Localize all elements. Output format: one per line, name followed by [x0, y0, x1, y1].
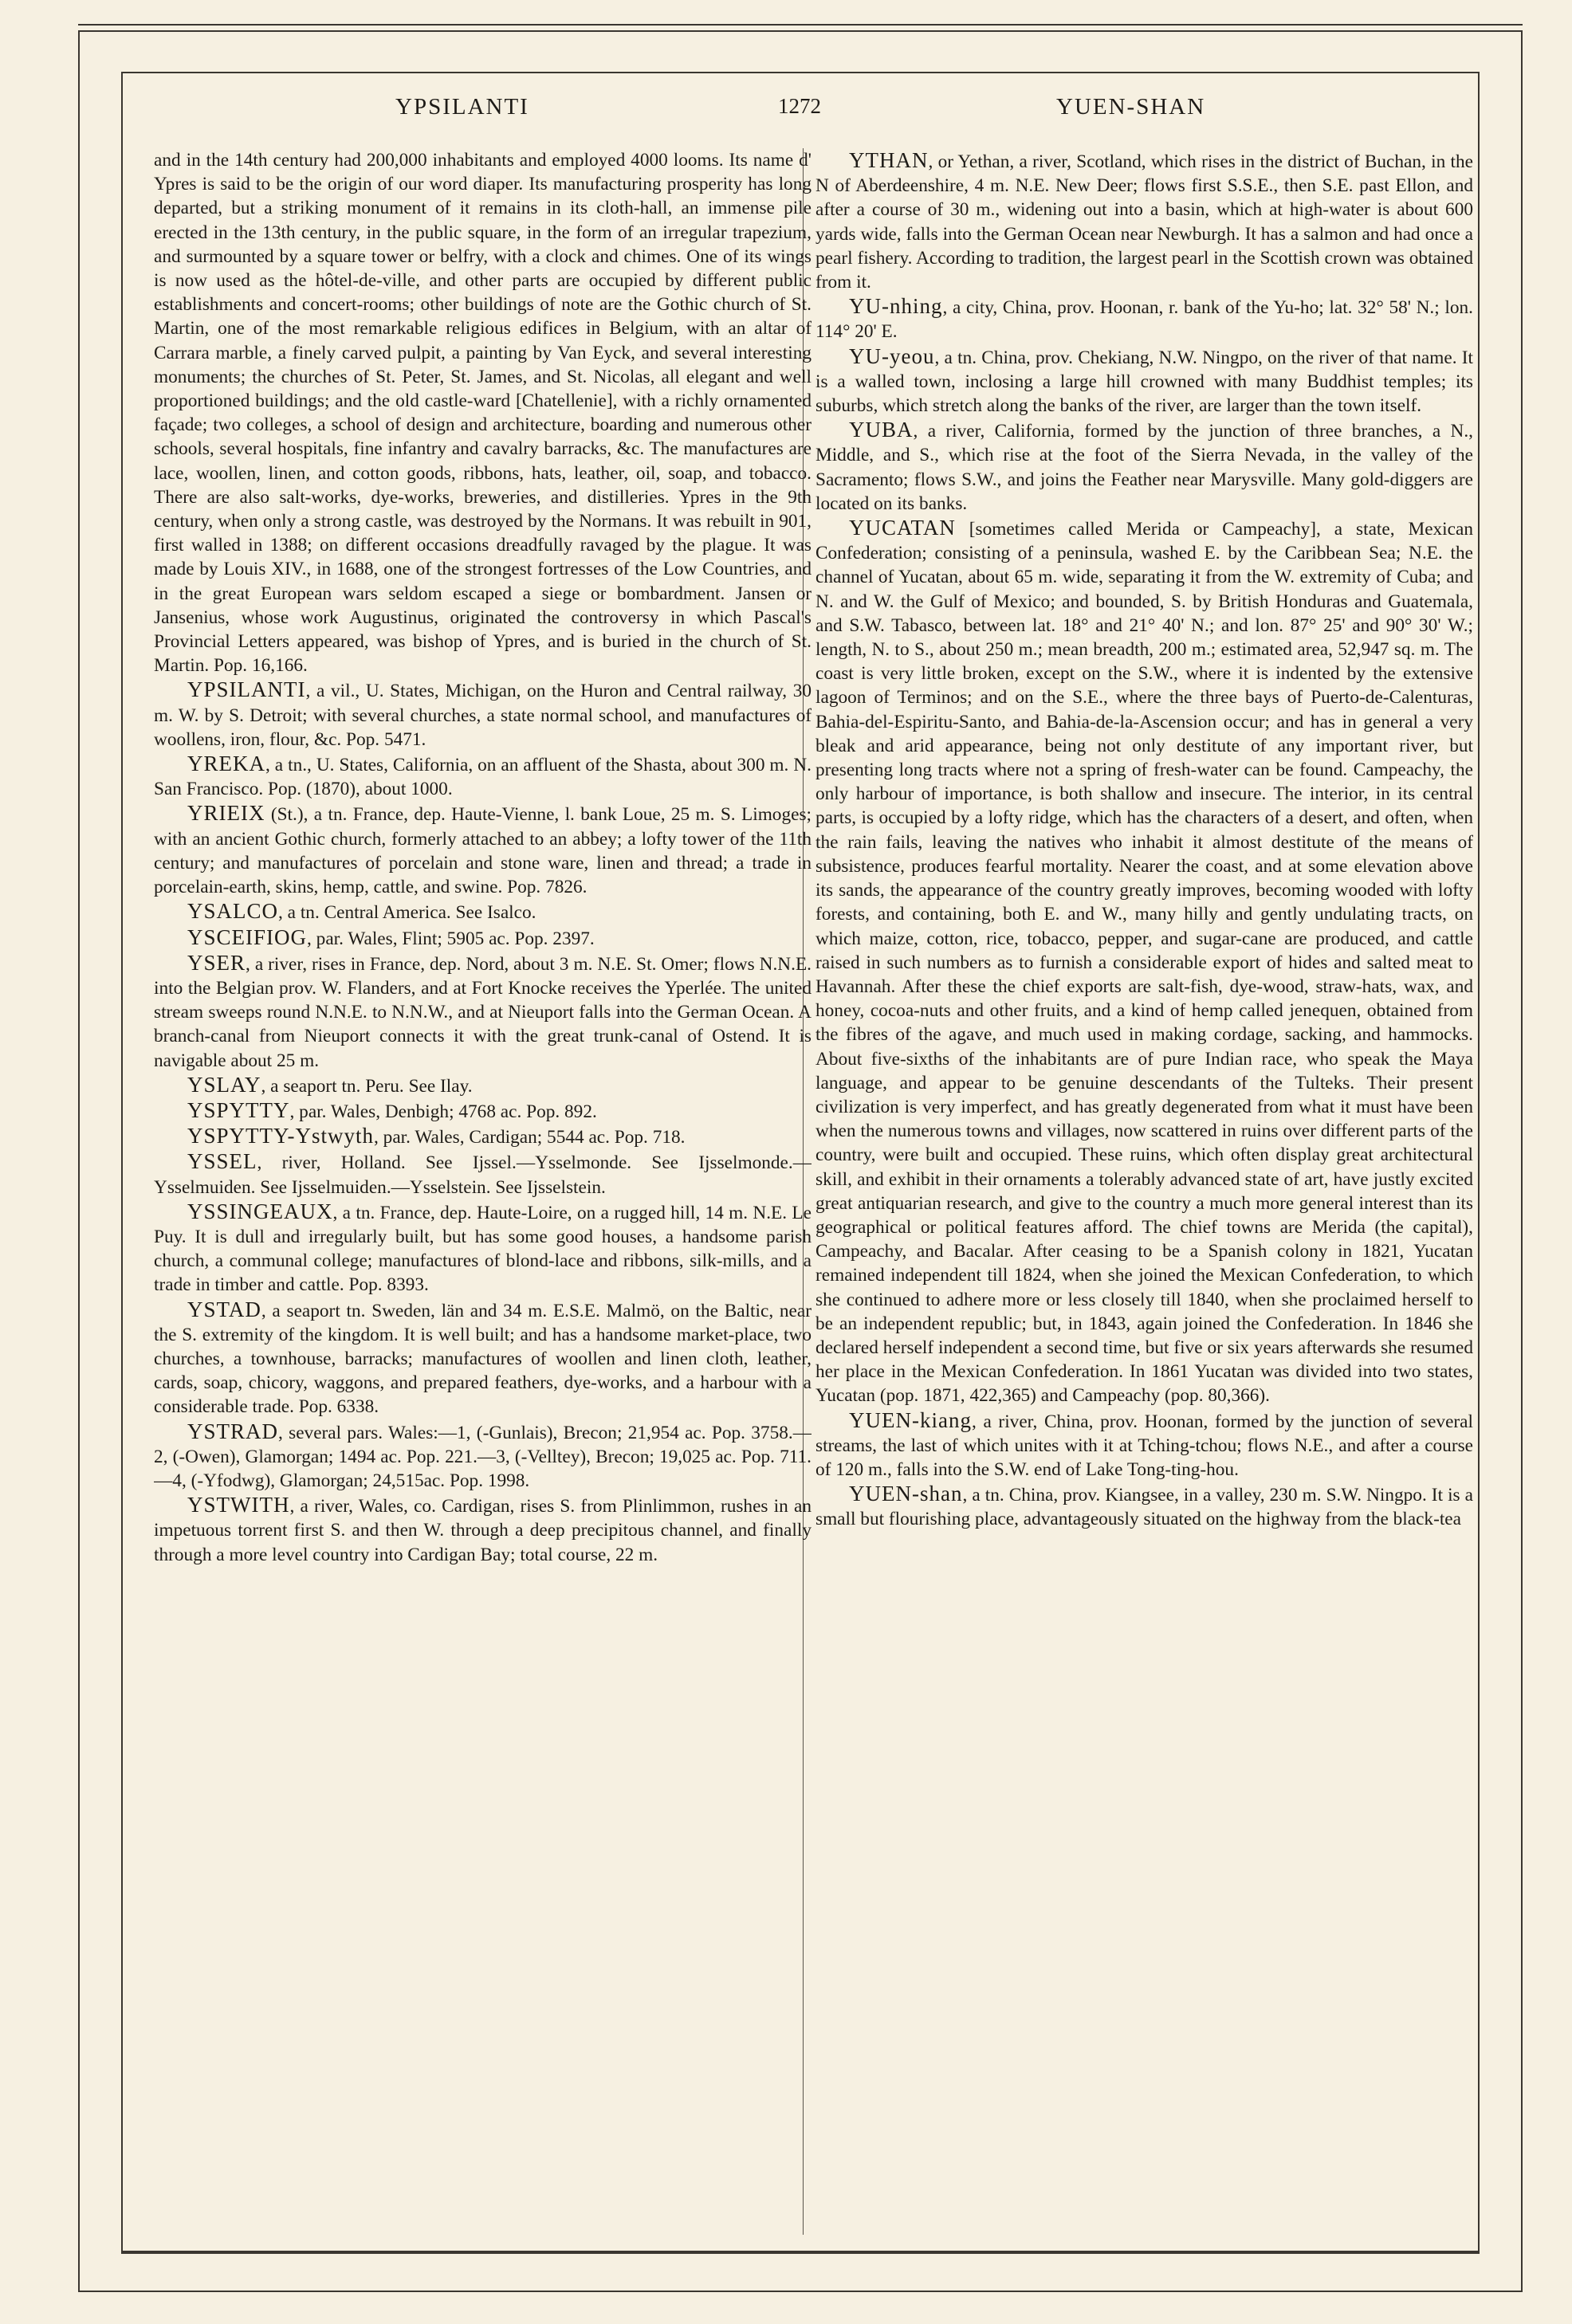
entry-yrieix: YRIEIX (St.), a tn. France, dep. Haute-Vienne, l. bank Loue, 25 m. S. Limoges; with an ancient Gothic church, formerly attached to an abbey; a lofty tower of the 11th century; and manufactures of porcelain and stone ware, linen and thread; a trade in porcelain-earth, skins, hemp, cattle, and swine. Pop. 7826.	[154, 801, 812, 898]
headword: YSTRAD	[187, 1419, 279, 1443]
headword: YUEN-kiang	[849, 1407, 972, 1432]
entry-ystwith: YSTWITH, a river, Wales, co. Cardigan, rises S. from Plinlimmon, rushes in an impetuous torrent first S. and then W. through a deep precipitous channel, and finally through a more level country into Cardigan Bay; total course, 22 m.	[154, 1493, 812, 1565]
headword: YUBA	[849, 418, 914, 442]
entry-yssel: YSSEL, river, Holland. See Ijssel.—Ysselmonde. See Ijsselmonde.—Ysselmuiden. See Ijsselmuiden.—Ysselstein. See Ijsselstein.	[154, 1149, 812, 1198]
left-column	[154, 148, 812, 2252]
headword: YSALCO	[187, 899, 279, 924]
entry-yucatan: YUCATAN [sometimes called Merida or Campeachy], a state, Mexican Confederation; consisting of a peninsula, washed E. by the Caribbean Sea; N.E. the channel of Yucatan, about 65 m. wide, separating it from the W. extremity of Cuba; and N. and W. the Gulf of Mexico; and bounded, S. by British Honduras and Guatemala, and S.W. Tabasco, between lat. 18° and 21° 40' N.; and lon. 87° 25' and 90° 30' W.; length, N. to S., about 250 m.; mean breadth, 200 m.; estimated area, 52,947 sq. m. The coast is very little broken, except on the S.W., where it is indented by the extensive lagoon of Terminos; and on the S.E., where the three bays of Puerto-de-Calenturas, Bahia-del-Espiritu-Santo, and Bahia-de-la-Ascension occur; and has in general a very bleak and arid appearance, being not only destitute of any important river, but presenting long tracts where not a spring of fresh-water can be found. Campeachy, the only harbour of importance, is both shallow and insecure. The interior, in its central parts, is occupied by a lofty ridge, which has the characters of a desert, and often, when the rain fails, leaving the natives who inhabit it almost destitute of the means of subsistence, produces fearful mortality. Nearer the coast, and at some elevation above its sands, the appearance of the country greatly improves, becoming wooded with lofty forests, and containing, both E. and W., many hilly and gently undulating tracts, on which maize, cotton, rice, tobacco, pepper, and sugar-cane are produced, and cattle raised in such numbers as to furnish a considerable export of hides and salted meat to Havannah. After these the chief exports are salt-fish, dye-wood, straw-hats, wax, and honey, cocoa-nuts and other fruits, and a kind of hemp called jenequen, obtained from the fibres of the agave, and much used in making cordage, sacking, and hammocks. About five-sixths of the inhabitants are of pure Indian race, who speak the Maya language, and appear to be genuine descendants of the Tulteks. Their present civilization is very imperfect, and has greatly degenerated from what it must have been when the numerous towns and villages, now scattered in ruins over different parts of the country, were built and occupied. These ruins, which often display great architectural skill, and exhibit in their ornaments a tolerably advanced state of art, have justly excited great antiquarian research, and give to the country a much more general interest than its geographical or political features afford. The chief towns are Merida (the capital), Campeachy, and Bacalar. After ceasing to be a Spanish colony in 1821, Yucatan remained independent till 1824, when she joined the Mexican Confederation, to which she continued to adhere more or less closely till 1840, when she proclaimed herself to be an independent republic; but, in 1843, again joined the Confederation. In 1846 she declared herself independent a second time, but five or six years afterwards she resumed her place in the Mexican Confederation. In 1861 Yucatan was divided into two states, Yucatan (pop. 1871, 422,365) and Campeachy (pop. 80,366).	[815, 516, 1473, 1407]
entry-yuba: YUBA, a river, California, formed by the junction of three branches, a N., Middle, and S., which rise at the foot of the Sierra Nevada, in the valley of the Sacramento; flows S.W., and joins the Feather near Marysville. Many gold-diggers are located on its banks.	[815, 418, 1473, 514]
entry-yuen-shan: YUEN-shan, a tn. China, prov. Kiangsee, in a valley, 230 m. S.W. Ningpo. It is a small but flourishing place, advantageously situated on the highway from the black-tea	[815, 1482, 1473, 1530]
entry-ysalco: YSALCO, a tn. Central America. See Isalco.	[187, 899, 536, 924]
page-number: 1272	[778, 94, 821, 118]
headword: YUEN-shan	[849, 1482, 963, 1506]
entry-yslay: YSLAY, a seaport tn. Peru. See Ilay.	[187, 1072, 473, 1097]
header-left: YPSILANTI	[395, 94, 529, 120]
entry-ystrad: YSTRAD, several pars. Wales:—1, (-Gunlais), Brecon; 21,954 ac. Pop. 3758.—2, (-Owen), Glamorgan; 1494 ac. Pop. 221.—3, (-Velltey), Brecon; 19,025 ac. Pop. 711.—4, (-Yfodwg), Glamorgan; 24,515ac. Pop. 1998.	[154, 1419, 812, 1491]
entry-yreka: YREKA, a tn., U. States, California, on an affluent of the Shasta, about 300 m. N. San Francisco. Pop. (1870), about 1000.	[154, 752, 812, 800]
ypres-continuation: and in the 14th century had 200,000 inhabitants and employed 4000 looms. Its name d' Ypres is said to be the origin of our word diaper. Its manufacturing prosperity has long departed, but a striking monument of it remains in its cloth-hall, an immense pile erected in the 13th century, in the public square, in the form of an irregular trapezium, and surmounted by a square tower or belfry, with a clock and chimes. One of its wings is now used as the hôtel-de-ville, and other parts are occupied by different public establishments and concert-rooms; other buildings of note are the Gothic church of St. Martin, one of the most remarkable religious edifices in Belgium, with an altar of Carrara marble, a finely carved pulpit, a painting by Van Eyck, and several interesting monuments; the churches of St. Peter, St. James, and St. Nicolas, all elegant and well proportioned buildings; and the old castle-ward [Chatellenie], with a richly ornamented façade; two colleges, a school of design and architecture, boarding and numerous other schools, several hospitals, fine infantry and cavalry barracks, &c. The manufactures are lace, woollen, linen, and cotton goods, ribbons, hats, leather, oil, soap, and tobacco. There are also salt-works, dye-works, breweries, and distilleries. Ypres in the 9th century, when only a strong castle, was destroyed by the Normans. It was rebuilt in 901, first walled in 1388; on different occasions dreadfully ravaged by the plague. It was made by Louis XIV., in 1688, one of the strongest fortresses of the Low Countries, and in the great European wars seldom escaped a siege or bombardment. Jansen or Jansenius, whose work Augustinus, originated the controversy in which Pascal's Provincial Letters appeared, was bishop of Ypres, and is buried in the church of St. Martin. Pop. 16,166.	[154, 150, 812, 677]
entry-ythan: YTHAN, or Yethan, a river, Scotland, which rises in the district of Buchan, in the N of Aberdeenshire, 4 m. N.E. New Deer; flows first S.S.E., then S.E. past Ellon, and after a course of 30 m., widening out into a basin, which at high-water is about 600 yards wide, falls into the German Ocean near Newburgh. It has a salmon and had once a pearl fishery. According to tradition, the largest pearl in the Scottish crown was obtained from it.	[815, 148, 1473, 293]
header-right: YUEN-SHAN	[1056, 94, 1206, 120]
entry-yu-yeou: YU-yeou, a tn. China, prov. Chekiang, N.W. Ningpo, on the river of that name. It is a walled town, inclosing a large hill crowned with many Buddhist temples; its suburbs, which stretch along the banks of the river, are larger than the town itself.	[815, 343, 1473, 417]
headword: YPSILANTI	[187, 677, 306, 702]
headword: YSER	[187, 950, 246, 975]
entry-yser: YSER, a river, rises in France, dep. Nord, about 3 m. N.E. St. Omer; flows N.N.E. into the Belgian prov. W. Flanders, and at Fort Knocke receives the Yperlée. The united stream sweeps round N.N.E. to N.N.W., and at Nieuport falls into the German Ocean. A branch-canal from Nieuport connects it with the great trunk-canal of Ostend. It is navigable about 25 m.	[154, 950, 812, 1071]
entry-yuen-kiang: YUEN-kiang, a river, China, prov. Hoonan, formed by the junction of several streams, the last of which unites with it at Tching-tchou; flows N.E., and after a course of 120 m., falls into the S.W. end of Lake Tong-ting-hou.	[815, 1407, 1473, 1480]
entry-yu-nhing: YU-nhing, a city, China, prov. Hoonan, r. bank of the Yu-ho; lat. 32° 58' N.; lon. 114° 20' E.	[815, 294, 1473, 343]
entry-ysceifiog: YSCEIFIOG, par. Wales, Flint; 5905 ac. Pop. 2397.	[187, 924, 595, 949]
headword: YSTAD	[187, 1297, 261, 1321]
headword: YTHAN	[849, 148, 929, 172]
entry-yspytty-ystwyth: YSPYTTY-Ystwyth, par. Wales, Cardigan; 5544 ac. Pop. 718.	[187, 1124, 686, 1148]
headword: YRIEIX	[187, 801, 265, 826]
headword: YU-yeou	[849, 343, 935, 368]
entry-ypsilanti: YPSILANTI, a vil., U. States, Michigan, on the Huron and Central railway, 30 m. W. by S. Detroit; with several churches, a state normal school, and manufactures of woollens, iron, flour, &c. Pop. 5471.	[154, 677, 812, 750]
bottom-rule	[121, 2252, 1480, 2254]
entry-ystad: YSTAD, a seaport tn. Sweden, län and 34 m. E.S.E. Malmö, on the Baltic, near the S. extremity of the kingdom. It is well built; and has a handsome market-place, two churches, a townhouse, barracks; manufactures of woollen and linen cloth, leather, cards, soap, chicory, waggons, and prepared feathers, dye-works, and a harbour with a considerable trade. Pop. 6338.	[154, 1297, 812, 1418]
headword: YSSINGEAUX	[187, 1199, 333, 1223]
headword: YSPYTTY-Ystwyth	[187, 1124, 375, 1148]
headword: YUCATAN	[849, 516, 956, 540]
headword: YSSEL	[187, 1149, 257, 1174]
headword: YSLAY	[187, 1072, 261, 1097]
entry-yspytty: YSPYTTY, par. Wales, Denbigh; 4768 ac. Pop. 892.	[187, 1097, 597, 1122]
headword: YSCEIFIOG	[187, 924, 308, 949]
right-column	[815, 148, 1473, 2252]
headword: YSTWITH	[187, 1493, 290, 1517]
entry-yssingeaux: YSSINGEAUX, a tn. France, dep. Haute-Loire, on a rugged hill, 14 m. N.E. Le Puy. It is dull and irregularly built, but has some good houses, a handsome parish church, a communal college; manufactures of blond-lace and ribbons, silk-mills, and a trade in timber and cattle. Pop. 8393.	[154, 1199, 812, 1296]
headword: YREKA	[187, 752, 265, 776]
top-rule	[78, 24, 1523, 26]
headword: YU-nhing	[849, 294, 943, 319]
headword: YSPYTTY	[187, 1097, 290, 1122]
